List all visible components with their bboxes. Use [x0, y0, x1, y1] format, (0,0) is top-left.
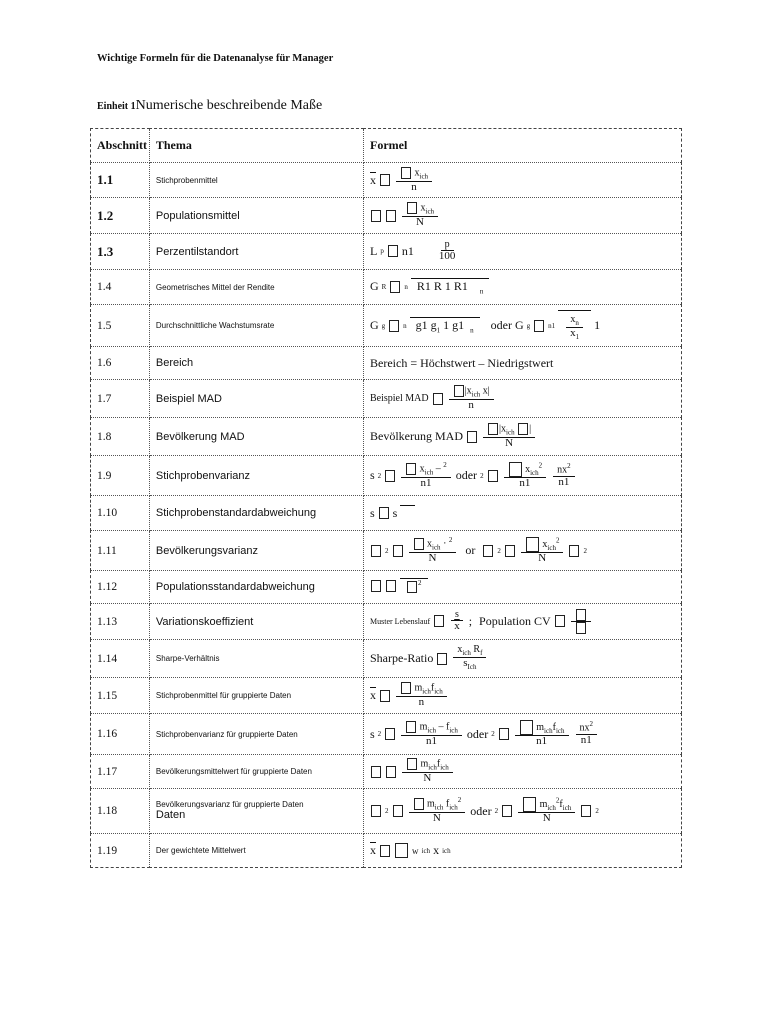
formula-symbol: m	[427, 798, 435, 810]
formula-connector: oder	[466, 726, 489, 741]
formula-symbol: $\overline{x}$	[370, 688, 376, 702]
missing-glyph-icon	[388, 245, 398, 257]
topic-label: Stichprobenstandardabweichung	[149, 496, 363, 531]
formula-subscript: ich	[544, 726, 553, 735]
formula-symbol: x	[482, 385, 488, 397]
formula-symbol: f	[552, 721, 556, 733]
formula-denominator: n1	[536, 735, 548, 748]
formula-symbol: m	[419, 721, 428, 733]
formula-cell	[364, 678, 682, 714]
formula-symbol: f	[430, 682, 435, 694]
formula-numerator: s	[451, 610, 463, 622]
formula-symbol: R1 R	[416, 279, 442, 294]
formula-cell	[364, 234, 682, 270]
formula-symbol: x	[570, 326, 576, 339]
formula-cell	[364, 496, 682, 531]
missing-glyph-icon	[576, 609, 586, 621]
section-number: 1.10	[91, 496, 150, 531]
formula-superscript: 2	[443, 460, 447, 469]
topic-label	[149, 789, 363, 834]
missing-glyph-icon	[483, 545, 493, 557]
topic-label: Sharpe-Verhältnis	[149, 640, 363, 678]
formula-superscript: 2	[385, 546, 389, 555]
formula-numerator: p	[441, 240, 454, 252]
formula-subscript: ich	[562, 803, 572, 812]
formula-symbol: x	[501, 423, 507, 435]
formula-symbol: G	[370, 318, 379, 332]
formula-subscript: ich	[462, 649, 471, 658]
formula-symbol: 1 g1	[443, 317, 465, 332]
formula-symbol: x	[420, 202, 426, 214]
formula-subscript: ich	[424, 468, 434, 477]
missing-glyph-icon	[488, 423, 498, 435]
formula-subscript: ich	[425, 207, 435, 216]
missing-glyph-icon	[523, 797, 536, 812]
table-row	[91, 347, 682, 380]
formula-connector: oder	[455, 468, 478, 482]
table-row	[91, 834, 682, 868]
formula-symbol: x	[427, 538, 432, 550]
formula-denominator: n1	[580, 734, 592, 747]
formula-symbol: $\overline{x}$	[370, 172, 376, 187]
formula-symbol: x	[542, 538, 548, 550]
missing-glyph-icon	[379, 507, 389, 519]
formula-symbol: R	[473, 644, 481, 656]
topic-label: Bevölkerung MAD	[149, 418, 363, 456]
formula-cell: 2 $\frac{x_{ich} \cdot ^2}{N}$ or 2 $\frac{x_{ich}^2}{N}$ 2	[364, 531, 682, 571]
formula-symbol: s	[370, 468, 375, 482]
table-row	[91, 789, 682, 834]
missing-glyph-icon	[401, 167, 411, 179]
table-row	[91, 456, 682, 496]
missing-glyph-icon	[371, 210, 381, 222]
formula-symbol: f	[436, 758, 441, 770]
topic-label: Stichprobenmittel für gruppierte Daten	[149, 678, 363, 714]
formula-subscript: ich	[434, 803, 444, 812]
formula-symbol: s	[463, 657, 468, 670]
missing-glyph-icon	[371, 545, 381, 557]
section-number: 1.5	[91, 305, 150, 347]
formula-denominator: n	[468, 399, 474, 412]
table-row	[91, 163, 682, 198]
formula-cell: Muster Lebenslauf $\frac{s}{x}$ ; Population CV	[364, 604, 682, 640]
formula-denominator: N	[423, 772, 432, 785]
column-header-formula: Formel	[364, 129, 682, 163]
table-row	[91, 198, 682, 234]
formula-cell	[364, 571, 682, 604]
section-number: 1.3	[91, 234, 150, 270]
formula-denominator: N	[428, 551, 437, 564]
table-row	[91, 755, 682, 789]
formula-symbol: L	[370, 243, 378, 258]
formula-symbol: nx	[579, 722, 590, 734]
formula-subscript: ich	[432, 543, 441, 552]
missing-glyph-icon	[437, 653, 447, 665]
formula-table	[90, 128, 682, 868]
formula-cell	[364, 163, 682, 198]
section-number: 1.8	[91, 418, 150, 456]
missing-glyph-icon	[401, 682, 411, 694]
formula-denominator: n	[411, 180, 417, 193]
missing-glyph-icon	[393, 805, 403, 817]
formula-cell	[364, 270, 682, 305]
table-row	[91, 418, 682, 456]
formula-superscript: 2	[457, 796, 462, 805]
formula-cell	[364, 305, 682, 347]
formula-denominator: x	[454, 620, 460, 633]
formula-symbol: 1 R1	[444, 279, 468, 294]
formula-connector: oder	[470, 803, 492, 818]
unit-label: Einheit 1	[97, 101, 136, 112]
formula-cell: Beispiel MAD $\frac{|x_{ich} x|}{n}$	[364, 380, 682, 418]
missing-glyph-icon	[534, 320, 544, 332]
formula-symbol: m	[536, 721, 545, 733]
topic-line-2: Daten	[155, 809, 186, 822]
section-number: 1.19	[91, 834, 150, 868]
column-header-topic: Thema	[149, 129, 363, 163]
formula-subscript: R	[381, 282, 387, 291]
formula-cell	[364, 198, 682, 234]
missing-glyph-icon	[569, 545, 579, 557]
formula-symbol: Bevölkerung MAD	[370, 429, 463, 443]
formula-symbol: m	[414, 682, 423, 694]
formula-symbol: Muster Lebenslauf	[370, 616, 431, 626]
topic-label: Beispiel MAD	[149, 380, 363, 418]
table-row	[91, 496, 682, 531]
formula-symbol: w	[412, 845, 419, 856]
formula-cell	[364, 789, 682, 834]
formula-symbol: x	[433, 843, 440, 857]
formula-superscript: n1	[548, 321, 556, 330]
formula-subscript: ich	[422, 687, 431, 696]
table-row	[91, 640, 682, 678]
formula-denominator: N	[542, 812, 551, 825]
column-header-section: Abschnitt	[91, 129, 150, 163]
missing-glyph-icon	[406, 721, 416, 733]
formula-symbol: Beispiel MAD	[370, 393, 429, 404]
section-number: 1.9	[91, 456, 150, 496]
formula-symbol: x	[525, 463, 531, 475]
topic-label: Perzentilstandort	[149, 234, 363, 270]
missing-glyph-icon	[467, 431, 477, 443]
missing-glyph-icon	[434, 615, 444, 627]
formula-superscript: 2	[497, 546, 501, 555]
missing-glyph-icon	[389, 320, 399, 332]
formula-superscript: n	[403, 321, 407, 330]
section-number: 1.1	[91, 163, 150, 198]
section-number: 1.16	[91, 714, 150, 755]
section-number: 1.2	[91, 198, 150, 234]
unit-title: Numerische beschreibende Maße	[135, 98, 323, 113]
formula-superscript: 2	[494, 807, 499, 815]
formula-denominator: N	[538, 551, 547, 564]
table-row	[91, 305, 682, 347]
missing-glyph-icon	[414, 798, 424, 810]
missing-glyph-icon	[386, 210, 396, 222]
formula-symbol: s	[370, 505, 375, 520]
formula-subscript: g	[381, 321, 386, 330]
missing-glyph-icon	[385, 470, 395, 482]
formula-subscript: ich	[506, 428, 515, 437]
formula-denominator: N	[432, 812, 441, 825]
formula-subscript: ich	[471, 390, 481, 399]
formula-subscript: ich	[547, 803, 556, 812]
formula-symbol: G	[515, 318, 524, 332]
section-number: 1.17	[91, 755, 150, 789]
formula-subscript: ich	[419, 172, 429, 181]
table-row	[91, 234, 682, 270]
missing-glyph-icon	[520, 720, 533, 735]
formula-denominator: n1	[420, 476, 432, 489]
section-number: 1.13	[91, 604, 150, 640]
formula-subscript: n	[470, 326, 474, 335]
section-number: 1.4	[91, 270, 150, 305]
formula-cell	[364, 755, 682, 789]
formula-superscript: 2	[491, 730, 495, 738]
formula-symbol: x	[570, 313, 576, 325]
formula-denominator: N	[505, 437, 514, 450]
formula-cell: Bevölkerung MAD $\frac{|x_{ich} |}{N}$	[364, 418, 682, 456]
formula-subscript: 1	[436, 326, 441, 335]
formula-subscript: ich	[449, 726, 458, 735]
formula-superscript: 2	[555, 796, 560, 805]
missing-glyph-icon	[502, 805, 512, 817]
formula-connector: oder	[490, 318, 512, 332]
formula-cell: s 2 $\frac{m_{ich} - f_{ich}}{n1}$ oder 2 $\frac{m_{ich}f_{ich}}{n1}$ $\frac{nx^2}{n1}$	[364, 714, 682, 755]
missing-glyph-icon	[576, 622, 586, 634]
missing-glyph-icon	[505, 545, 515, 557]
formula-superscript: 2	[377, 471, 382, 480]
missing-glyph-icon	[407, 202, 417, 214]
formula-subscript: ich	[427, 726, 437, 735]
formula-cell: Bereich = Höchstwert – Niedrigstwert	[364, 347, 682, 380]
document-title: Wichtige Formeln für die Datenanalyse für Manager	[97, 53, 334, 64]
unit-heading	[97, 96, 322, 114]
formula-symbol: 1	[594, 318, 601, 332]
missing-glyph-icon	[385, 728, 395, 740]
formula-denominator: n	[418, 696, 425, 709]
table-row	[91, 714, 682, 755]
formula-superscript: 2	[538, 461, 543, 470]
missing-glyph-icon	[395, 843, 408, 858]
missing-glyph-icon	[371, 580, 381, 592]
formula-denominator: n1	[426, 734, 438, 747]
missing-glyph-icon	[518, 423, 528, 435]
topic-line-1: Bevölkerungsvarianz für gruppierte Daten	[155, 799, 304, 809]
missing-glyph-icon	[414, 538, 424, 550]
formula-subscript: ich	[428, 763, 437, 772]
formula-superscript: 2	[385, 807, 389, 815]
formula-denominator: N	[416, 216, 424, 229]
formula-superscript: 2	[595, 807, 599, 815]
formula-subscript: ich	[434, 687, 443, 696]
missing-glyph-icon	[555, 615, 565, 627]
formula-superscript: 2	[377, 730, 382, 738]
formula-superscript: 2	[480, 471, 484, 480]
formula-symbol: Population CV	[479, 613, 551, 628]
table-row	[91, 678, 682, 714]
section-number: 1.6	[91, 347, 150, 380]
missing-glyph-icon	[454, 385, 464, 397]
missing-glyph-icon	[509, 462, 522, 477]
formula-superscript: 2	[418, 579, 422, 587]
formula-symbol: x	[466, 385, 472, 397]
formula-subscript: g	[526, 321, 531, 330]
formula-subscript: ich	[530, 468, 539, 477]
table-row	[91, 270, 682, 305]
missing-glyph-icon	[393, 545, 403, 557]
formula-symbol: Sharpe-Ratio	[370, 651, 434, 665]
missing-glyph-icon	[380, 690, 390, 702]
formula-denominator: n1	[519, 476, 531, 489]
table-row	[91, 531, 682, 571]
formula-symbol: n1	[401, 243, 414, 258]
formula-symbol: x	[414, 167, 420, 179]
missing-glyph-icon	[433, 393, 443, 405]
missing-glyph-icon	[581, 805, 591, 817]
formula-subscript: ich	[449, 803, 458, 812]
formula-cell: s 2 $\frac{x_{ich} - ^2}{n1}$ oder 2 $\frac{x_{ich}^2}{n1}$ $\frac{nx^2}{n1}$	[364, 456, 682, 496]
topic-label: Variationskoeffizient	[149, 604, 363, 640]
missing-glyph-icon	[407, 581, 417, 593]
topic-label: Der gewichtete Mittelwert	[149, 834, 363, 868]
formula-subscript: ich	[421, 846, 431, 855]
topic-label: Populationsstandardabweichung	[149, 571, 363, 604]
table-header-row	[91, 129, 682, 163]
formula-symbol: x	[419, 463, 425, 475]
formula-denominator: n1	[558, 475, 570, 488]
formula-symbol: g1 g	[415, 317, 437, 332]
formula-symbol: $\overline{x}$	[370, 843, 376, 857]
section-number: 1.11	[91, 531, 150, 571]
section-number: 1.15	[91, 678, 150, 714]
formula-subscript: Ich	[467, 663, 477, 672]
topic-label: Populationsmittel	[149, 198, 363, 234]
formula-symbol: x	[457, 644, 463, 656]
topic-label: Bevölkerungsmittelwert für gruppierte Daten	[149, 755, 363, 789]
missing-glyph-icon	[386, 766, 396, 778]
topic-label: Bereich	[149, 347, 363, 380]
formula-superscript: 2	[583, 546, 587, 555]
formula-superscript: 2	[589, 720, 593, 729]
missing-glyph-icon	[488, 470, 498, 482]
formula-subscript: 1	[575, 333, 580, 342]
section-number: 1.7	[91, 380, 150, 418]
missing-glyph-icon	[386, 580, 396, 592]
topic-label: Stichprobenvarianz	[149, 456, 363, 496]
formula-cell	[364, 834, 682, 868]
formula-superscript: n	[404, 282, 408, 291]
formula-superscript: 2	[567, 461, 571, 470]
topic-label: Stichprobenmittel	[149, 163, 363, 198]
topic-label: Durchschnittliche Wachstumsrate	[149, 305, 363, 347]
missing-glyph-icon	[380, 174, 390, 186]
formula-superscript: 2	[448, 535, 453, 544]
formula-subscript: f	[480, 649, 483, 658]
missing-glyph-icon	[380, 845, 390, 857]
missing-glyph-icon	[499, 728, 509, 740]
table-row	[91, 380, 682, 418]
formula-subscript: ich	[442, 846, 451, 855]
formula-symbol: nx	[557, 464, 568, 476]
formula-superscript: 2	[555, 536, 560, 545]
formula-subscript: n	[575, 318, 579, 327]
formula-symbol: f	[559, 798, 563, 810]
missing-glyph-icon	[371, 766, 381, 778]
missing-glyph-icon	[407, 758, 417, 770]
formula-symbol: s	[392, 505, 398, 520]
formula-subscript: ich	[555, 726, 565, 735]
table-row	[91, 604, 682, 640]
formula-connector: or	[465, 543, 476, 557]
topic-label: Geometrisches Mittel der Rendite	[149, 270, 363, 305]
section-number: 1.12	[91, 571, 150, 604]
section-number: 1.14	[91, 640, 150, 678]
formula-cell	[364, 640, 682, 678]
topic-label: Bevölkerungsvarianz	[149, 531, 363, 571]
missing-glyph-icon	[526, 537, 539, 552]
topic-label: Stichprobenvarianz für gruppierte Daten	[149, 714, 363, 755]
formula-symbol: m	[420, 758, 429, 770]
formula-denominator: 100	[438, 250, 456, 263]
formula-subscript: n	[479, 287, 484, 296]
formula-symbol: G	[370, 279, 379, 294]
formula-subscript: ich	[547, 543, 556, 552]
missing-glyph-icon	[406, 463, 416, 475]
formula-subscript: ich	[440, 763, 449, 772]
formula-symbol: s	[370, 726, 375, 741]
missing-glyph-icon	[371, 805, 381, 817]
formula-symbol: f	[446, 721, 450, 733]
table-row	[91, 571, 682, 604]
section-number: 1.18	[91, 789, 150, 834]
formula-subscript: p	[380, 247, 384, 256]
formula-symbol: f	[445, 798, 450, 810]
missing-glyph-icon	[390, 281, 400, 293]
formula-symbol: m	[539, 798, 548, 810]
